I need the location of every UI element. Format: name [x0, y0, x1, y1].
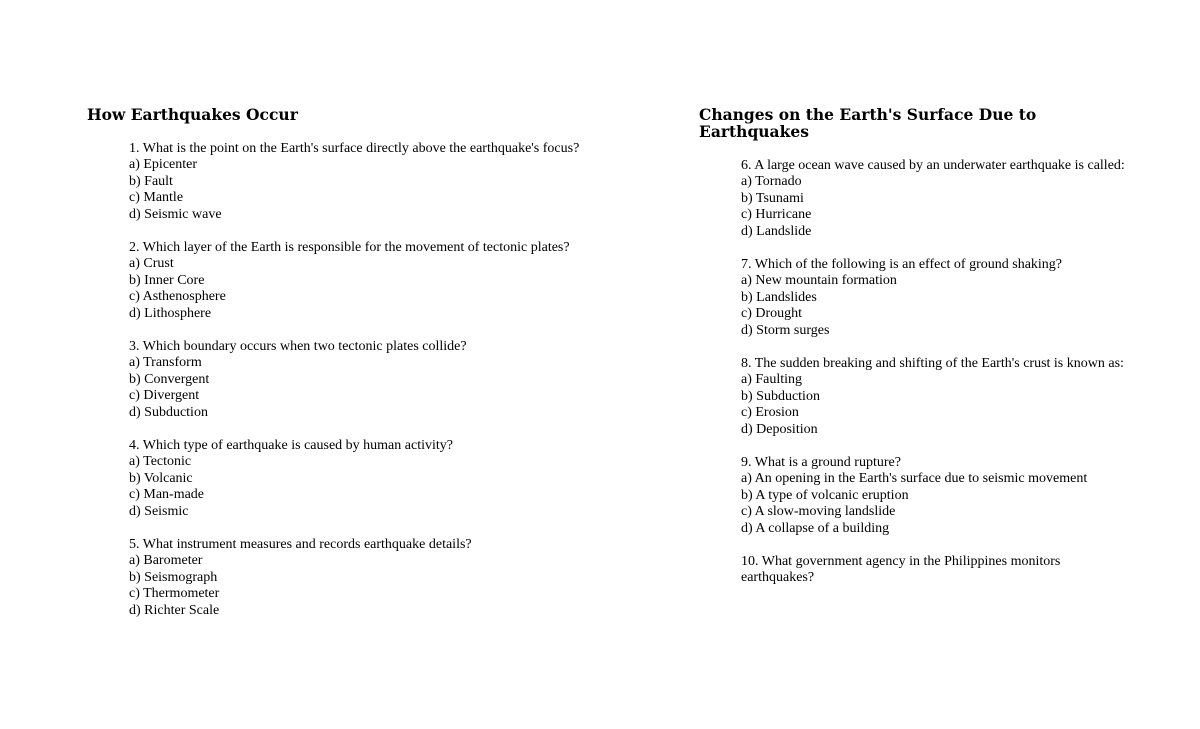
- section-heading: Changes on the Earth's Surface Due to Earthquakes: [699, 105, 1037, 141]
- question-text: 3. Which boundary occurs when two tectonic plates collide?: [129, 338, 467, 354]
- question-text: 1. What is the point on the Earth's surface directly above the earthquake's focus?: [129, 140, 580, 156]
- question-text: 5. What instrument measures and records earthquake details?: [129, 536, 472, 552]
- option-a: a) Epicenter: [129, 157, 198, 172]
- question-text: 10. What government agency in the Philippines monitors earthquakes?: [741, 553, 1061, 585]
- option-c: c) Drought: [741, 306, 803, 321]
- option-c: c) A slow-moving landslide: [741, 504, 896, 519]
- question-text: 7. Which of the following is an effect of ground shaking?: [741, 256, 1063, 272]
- option-a: a) Tectonic: [129, 454, 192, 469]
- question-5: [129, 537, 647, 620]
- question-8: [741, 356, 1129, 439]
- section-heading: How Earthquakes Occur: [87, 105, 298, 124]
- option-c: c) Divergent: [129, 388, 200, 403]
- option-b: b) Fault: [129, 173, 173, 189]
- option-b: b) A type of volcanic eruption: [741, 487, 909, 503]
- option-b: b) Landslides: [741, 289, 817, 305]
- question-6: [741, 158, 1129, 241]
- question-10: [741, 554, 1129, 587]
- option-c: c) Hurricane: [741, 207, 812, 222]
- question-4: [129, 438, 647, 521]
- option-c: c) Mantle: [129, 190, 184, 205]
- question-text: 6. A large ocean wave caused by an underwater earthquake is called:: [741, 157, 1125, 173]
- option-a: a) New mountain formation: [741, 273, 897, 288]
- right-column: [699, 106, 1129, 603]
- question-list: [87, 141, 647, 620]
- option-b: b) Volcanic: [129, 470, 193, 486]
- option-d: d) Subduction: [129, 404, 208, 420]
- option-d: d) A collapse of a building: [741, 520, 890, 536]
- option-d: d) Lithosphere: [129, 305, 212, 321]
- option-b: b) Tsunami: [741, 190, 804, 206]
- question-list: [699, 158, 1129, 587]
- left-column: [87, 106, 647, 636]
- question-text: 2. Which layer of the Earth is responsible for the movement of tectonic plates?: [129, 239, 570, 255]
- option-a: a) Faulting: [741, 372, 803, 387]
- option-c: c) Man-made: [129, 487, 205, 502]
- option-b: b) Seismograph: [129, 569, 218, 585]
- option-b: b) Subduction: [741, 388, 820, 404]
- option-d: d) Deposition: [741, 421, 818, 437]
- option-b: b) Inner Core: [129, 272, 205, 288]
- option-c: c) Erosion: [741, 405, 799, 420]
- question-7: [741, 257, 1129, 340]
- option-d: d) Richter Scale: [129, 602, 220, 618]
- option-d: d) Seismic wave: [129, 206, 222, 222]
- question-1: [129, 141, 647, 224]
- option-a: a) Barometer: [129, 553, 203, 568]
- question-2: [129, 240, 647, 323]
- question-text: 4. Which type of earthquake is caused by human activity?: [129, 437, 453, 453]
- question-text: 9. What is a ground rupture?: [741, 454, 901, 470]
- option-a: a) Tornado: [741, 174, 802, 189]
- option-a: a) Transform: [129, 355, 202, 370]
- question-text: 8. The sudden breaking and shifting of the Earth's crust is known as:: [741, 355, 1124, 371]
- option-a: a) An opening in the Earth's surface due to seismic movement: [741, 471, 1088, 486]
- option-b: b) Convergent: [129, 371, 210, 387]
- question-3: [129, 339, 647, 422]
- option-d: d) Seismic: [129, 503, 189, 519]
- option-c: c) Asthenosphere: [129, 289, 226, 304]
- option-d: d) Storm surges: [741, 322, 830, 338]
- question-9: [741, 455, 1129, 538]
- option-a: a) Crust: [129, 256, 174, 271]
- option-c: c) Thermometer: [129, 586, 220, 601]
- option-d: d) Landslide: [741, 223, 812, 239]
